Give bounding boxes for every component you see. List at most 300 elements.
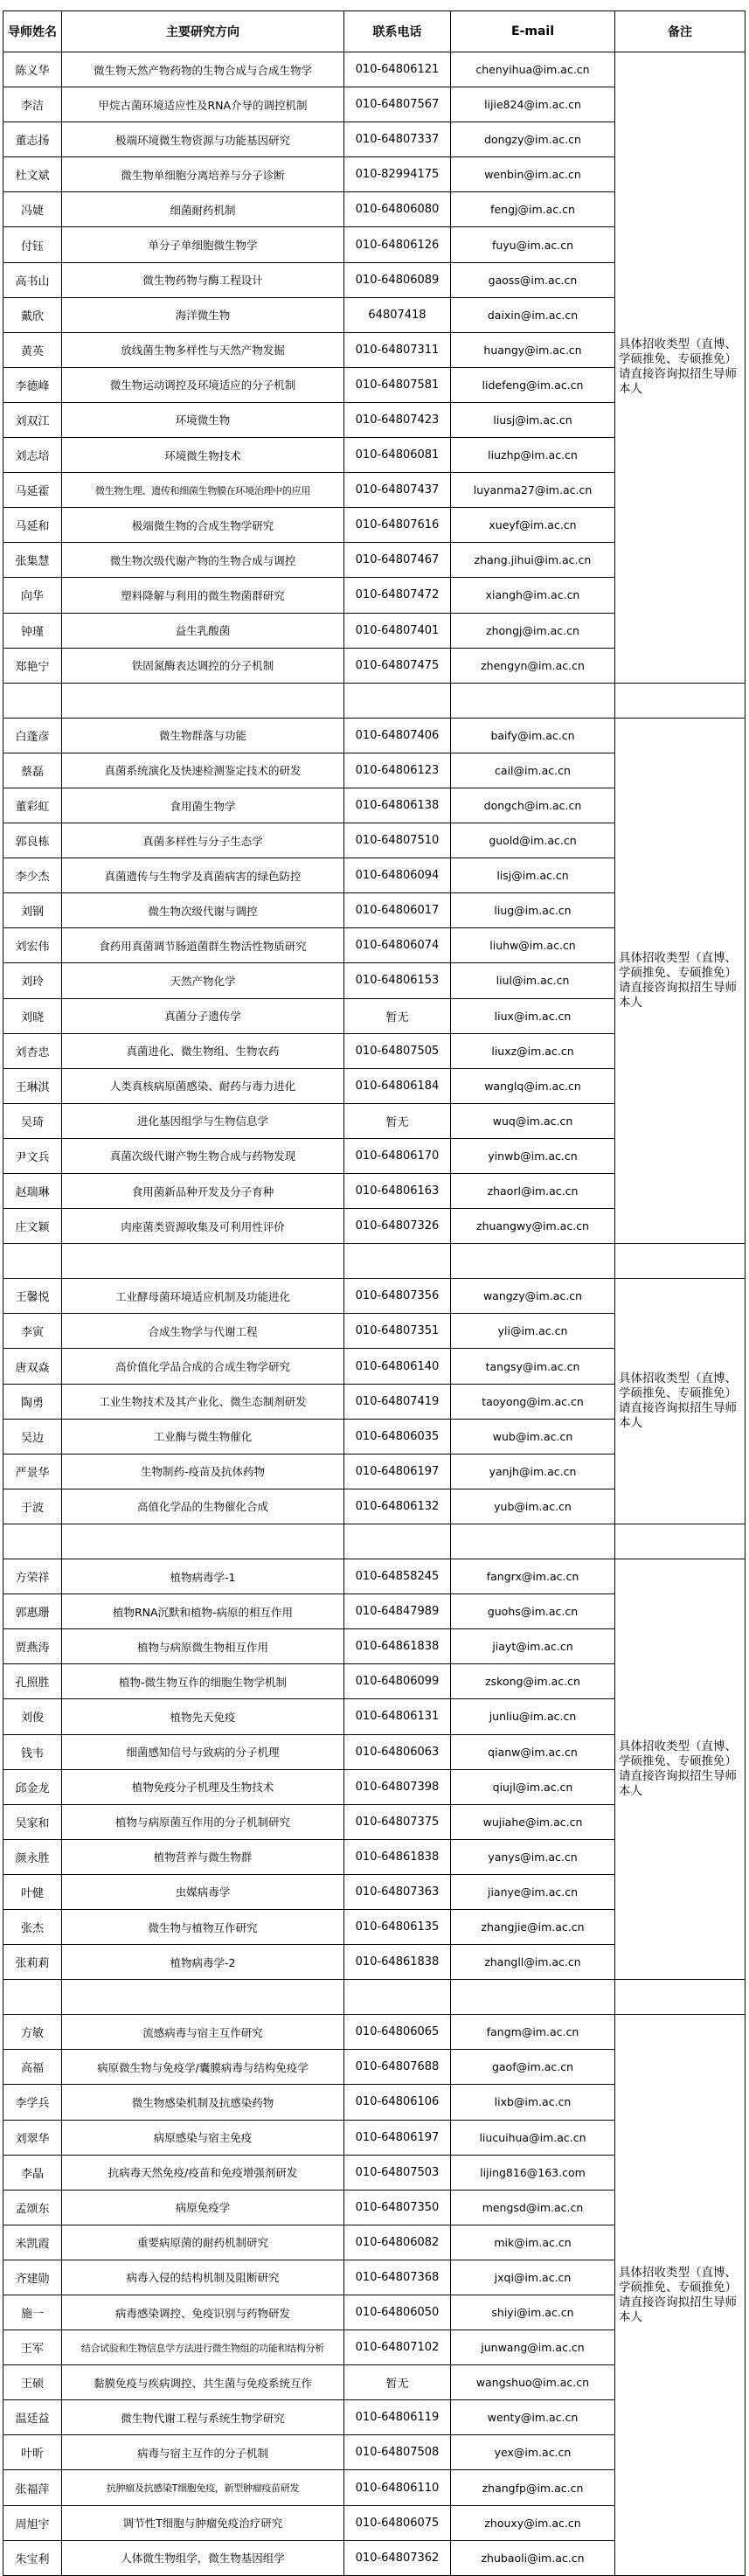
advisor-name: 钟瑾: [3, 613, 62, 648]
research-direction: 微生物单细胞分离培养与分子诊断: [62, 157, 344, 192]
email: liucuihua@im.ac.cn: [451, 2120, 615, 2155]
advisor-name: 向华: [3, 578, 62, 613]
phone: 010-64807398: [344, 1769, 451, 1804]
advisor-name: 方荣祥: [3, 1559, 62, 1594]
advisor-name: 刘双江: [3, 402, 62, 437]
email: fuyu@im.ac.cn: [451, 227, 615, 262]
research-direction: 微生物次级代谢产物的生物合成与调控: [62, 543, 344, 578]
header-name: 导师姓名: [3, 11, 62, 52]
phone: 010-64807351: [344, 1314, 451, 1349]
phone: 010-64806110: [344, 2470, 451, 2505]
research-direction: 真菌系统演化及快速检测鉴定技术的研发: [62, 753, 344, 788]
research-direction: 抗病毒天然免疫/疫苗和免疫增强剂研发: [62, 2155, 344, 2190]
empty-cell: [62, 1980, 344, 2015]
note-cell: 具体招收类型（直博、学硕推免、专硕推免）请直接咨询拟招生导师本人: [615, 1559, 746, 1980]
advisor-name: 高书山: [3, 262, 62, 297]
email: zhangfp@im.ac.cn: [451, 2470, 615, 2505]
email: mengsd@im.ac.cn: [451, 2190, 615, 2225]
research-direction: 食用菌生物学: [62, 788, 344, 823]
phone: 010-64806017: [344, 893, 451, 928]
phone: 010-64807363: [344, 1874, 451, 1909]
research-direction: 植物RNA沉默和植物-病原的相互作用: [62, 1594, 344, 1629]
email: zhengyn@im.ac.cn: [451, 648, 615, 683]
phone: 010-64807616: [344, 508, 451, 543]
phone: 010-64807503: [344, 2155, 451, 2190]
advisor-name: 刘宏伟: [3, 928, 62, 963]
advisor-name: 刘杏忠: [3, 1033, 62, 1068]
phone: 010-64806163: [344, 1174, 451, 1209]
advisor-name: 叶健: [3, 1874, 62, 1909]
phone: 010-64806099: [344, 1664, 451, 1699]
header-note: 备注: [615, 11, 746, 52]
advisor-name: 王馨悦: [3, 1279, 62, 1314]
advisor-name: 朱宝利: [3, 2540, 62, 2575]
separator-row: [3, 1980, 746, 2015]
email: taoyong@im.ac.cn: [451, 1384, 615, 1419]
email: fangm@im.ac.cn: [451, 2015, 615, 2050]
email: guold@im.ac.cn: [451, 823, 615, 858]
research-direction: 结合试验和生物信息学方法进行微生物组的功能和结构分析: [62, 2330, 344, 2365]
research-direction: 甲烷古菌环境适应性及RNA介导的调控机制: [62, 87, 344, 122]
email: yanys@im.ac.cn: [451, 1839, 615, 1874]
empty-cell: [62, 683, 344, 718]
advisor-name: 张杰: [3, 1909, 62, 1944]
email: junliu@im.ac.cn: [451, 1699, 615, 1734]
email: liul@im.ac.cn: [451, 963, 615, 998]
email: wangshuo@im.ac.cn: [451, 2365, 615, 2400]
advisor-name: 尹文兵: [3, 1138, 62, 1173]
table-body: [3, 52, 746, 2576]
advisor-name: 颜永胜: [3, 1839, 62, 1874]
note-cell: 具体招收类型（直博、学硕推免、专硕推免）请直接咨询拟招生导师本人: [615, 1279, 746, 1524]
advisor-name: 冯婕: [3, 192, 62, 227]
research-direction: 塑料降解与利用的微生物菌群研究: [62, 578, 344, 613]
email: liuzhp@im.ac.cn: [451, 438, 615, 473]
email: liuxz@im.ac.cn: [451, 1033, 615, 1068]
email: liusj@im.ac.cn: [451, 402, 615, 437]
empty-cell: [615, 1980, 746, 2015]
research-direction: 工业酵母菌环境适应机制及功能进化: [62, 1279, 344, 1314]
research-direction: 细菌感知信号与致病的分子机理: [62, 1734, 344, 1769]
separator-row: [3, 683, 746, 718]
advisor-table: [3, 10, 746, 2576]
advisor-name: 张集慧: [3, 543, 62, 578]
advisor-name: 李少杰: [3, 858, 62, 893]
phone: 010-64807437: [344, 473, 451, 508]
email: lixb@im.ac.cn: [451, 2085, 615, 2120]
advisor-name: 张福萍: [3, 2470, 62, 2505]
phone: 010-64806080: [344, 192, 451, 227]
phone: 010-64806123: [344, 753, 451, 788]
research-direction: 极端环境微生物资源与功能基因研究: [62, 122, 344, 157]
empty-cell: [3, 1980, 62, 2015]
email: liux@im.ac.cn: [451, 998, 615, 1033]
empty-cell: [344, 683, 451, 718]
research-direction: 真菌多样性与分子生态学: [62, 823, 344, 858]
advisor-name: 唐双焱: [3, 1349, 62, 1384]
email: wub@im.ac.cn: [451, 1419, 615, 1454]
phone: 010-64806153: [344, 963, 451, 998]
email: lisj@im.ac.cn: [451, 858, 615, 893]
table-row: [3, 718, 746, 753]
phone: 010-64806135: [344, 1909, 451, 1944]
phone: 010-64847989: [344, 1594, 451, 1629]
empty-cell: [344, 1980, 451, 2015]
research-direction: 微生物代谢工程与系统生物学研究: [62, 2400, 344, 2435]
advisor-name: 李寅: [3, 1314, 62, 1349]
research-direction: 铁固氮酶表达调控的分子机制: [62, 648, 344, 683]
empty-cell: [615, 683, 746, 718]
email: qianw@im.ac.cn: [451, 1734, 615, 1769]
email: yli@im.ac.cn: [451, 1314, 615, 1349]
advisor-name: 齐建勋: [3, 2260, 62, 2295]
advisor-name: 马延霍: [3, 473, 62, 508]
phone: 010-64807581: [344, 367, 451, 402]
research-direction: 真菌分子遗传学: [62, 998, 344, 1033]
note-cell: 具体招收类型（直博、学硕推免、专硕推免）请直接咨询拟招生导师本人: [615, 52, 746, 684]
phone: 010-64807508: [344, 2435, 451, 2470]
advisor-name: 孟颂东: [3, 2190, 62, 2225]
phone: 010-64806184: [344, 1068, 451, 1103]
advisor-name: 邱金龙: [3, 1769, 62, 1804]
separator-row: [3, 1244, 746, 1279]
research-direction: 环境微生物技术: [62, 438, 344, 473]
table-row: [3, 1279, 746, 1314]
email: liug@im.ac.cn: [451, 893, 615, 928]
phone: 010-64806094: [344, 858, 451, 893]
advisor-name: 郭良栋: [3, 823, 62, 858]
phone: 010-82994175: [344, 157, 451, 192]
research-direction: 微生物次级代谢与调控: [62, 893, 344, 928]
advisor-name: 蔡磊: [3, 753, 62, 788]
phone: 010-64806132: [344, 1489, 451, 1524]
research-direction: 微生物群落与功能: [62, 718, 344, 753]
email: mik@im.ac.cn: [451, 2225, 615, 2260]
advisor-name: 陶勇: [3, 1384, 62, 1419]
research-direction: 植物免疫分子机理及生物技术: [62, 1769, 344, 1804]
empty-cell: [451, 1980, 615, 2015]
advisor-name: 李德峰: [3, 367, 62, 402]
email: chenyihua@im.ac.cn: [451, 52, 615, 87]
phone: 010-64807505: [344, 1033, 451, 1068]
phone: 010-64807423: [344, 402, 451, 437]
research-direction: 进化基因组学与生物信息学: [62, 1103, 344, 1138]
note-cell: 具体招收类型（直博、学硕推免、专硕推免）请直接咨询拟招生导师本人: [615, 718, 746, 1243]
research-direction: 人类真核病原菌感染、耐药与毒力进化: [62, 1068, 344, 1103]
advisor-name: 赵瑞琳: [3, 1174, 62, 1209]
advisor-name: 刘俊: [3, 1699, 62, 1734]
research-direction: 病原免疫学: [62, 2190, 344, 2225]
advisor-name: 于波: [3, 1489, 62, 1524]
advisor-name: 钱韦: [3, 1734, 62, 1769]
email: yanjh@im.ac.cn: [451, 1454, 615, 1489]
email: zhongj@im.ac.cn: [451, 613, 615, 648]
table-row: [3, 52, 746, 87]
empty-cell: [344, 1244, 451, 1279]
empty-cell: [615, 1244, 746, 1279]
research-direction: 微生物运动调控及环境适应的分子机制: [62, 367, 344, 402]
phone: 010-64806089: [344, 262, 451, 297]
note-cell: 具体招收类型（直博、学硕推免、专硕推免）请直接咨询拟招生导师本人: [615, 2015, 746, 2576]
empty-cell: [3, 1524, 62, 1559]
research-direction: 植物病毒学-1: [62, 1559, 344, 1594]
advisor-name: 孔照胜: [3, 1664, 62, 1699]
email: yinwb@im.ac.cn: [451, 1138, 615, 1173]
advisor-name: 严景华: [3, 1454, 62, 1489]
email: zhaorl@im.ac.cn: [451, 1174, 615, 1209]
email: huangy@im.ac.cn: [451, 332, 615, 367]
research-direction: 微生物药物与酶工程设计: [62, 262, 344, 297]
advisor-name: 王硕: [3, 2365, 62, 2400]
email: yex@im.ac.cn: [451, 2435, 615, 2470]
advisor-name: 王琳淇: [3, 1068, 62, 1103]
research-direction: 海洋微生物: [62, 297, 344, 332]
research-direction: 植物-微生物互作的细胞生物学机制: [62, 1664, 344, 1699]
advisor-name: 周旭宇: [3, 2505, 62, 2540]
advisor-name: 王军: [3, 2330, 62, 2365]
advisor-name: 董志扬: [3, 122, 62, 157]
phone: 010-64807102: [344, 2330, 451, 2365]
email: tangsy@im.ac.cn: [451, 1349, 615, 1384]
advisor-name: 贾燕涛: [3, 1629, 62, 1664]
phone: 010-64806197: [344, 1454, 451, 1489]
research-direction: 病毒与宿主互作的分子机制: [62, 2435, 344, 2470]
phone: 64807418: [344, 297, 451, 332]
research-direction: 益生乳酸菌: [62, 613, 344, 648]
research-direction: 极端微生物的合成生物学研究: [62, 508, 344, 543]
phone: 010-64861838: [344, 1629, 451, 1664]
research-direction: 人体微生物组学，微生物基因组学: [62, 2540, 344, 2575]
advisor-name: 吴家和: [3, 1804, 62, 1839]
email: yub@im.ac.cn: [451, 1489, 615, 1524]
phone: 010-64807356: [344, 1279, 451, 1314]
phone: 010-64807406: [344, 718, 451, 753]
email: dongzy@im.ac.cn: [451, 122, 615, 157]
advisor-name: 杜文斌: [3, 157, 62, 192]
research-direction: 植物营养与微生物群: [62, 1839, 344, 1874]
email: guohs@im.ac.cn: [451, 1594, 615, 1629]
phone: 010-64807510: [344, 823, 451, 858]
advisor-name: 白蓬彦: [3, 718, 62, 753]
empty-cell: [451, 1524, 615, 1559]
phone: 010-64806131: [344, 1699, 451, 1734]
research-direction: 细菌耐药机制: [62, 192, 344, 227]
research-direction: 植物先天免疫: [62, 1699, 344, 1734]
email: luyanma27@im.ac.cn: [451, 473, 615, 508]
advisor-name: 刘翠华: [3, 2120, 62, 2155]
phone: 010-64806126: [344, 227, 451, 262]
research-direction: 放线菌生物多样性与天然产物发掘: [62, 332, 344, 367]
phone: 010-64806140: [344, 1349, 451, 1384]
research-direction: 微生物生理、遗传和细菌生物膜在环境治理中的应用: [62, 473, 344, 508]
empty-cell: [615, 1524, 746, 1559]
email: fangrx@im.ac.cn: [451, 1559, 615, 1594]
advisor-name: 刘志培: [3, 438, 62, 473]
advisor-name: 吴边: [3, 1419, 62, 1454]
separator-row: [3, 1524, 746, 1559]
phone: 暂无: [344, 998, 451, 1033]
advisor-name: 叶昕: [3, 2435, 62, 2470]
advisor-name: 刘玲: [3, 963, 62, 998]
phone: 010-64806106: [344, 2085, 451, 2120]
research-direction: 真菌次级代谢产物生物合成与药物发现: [62, 1138, 344, 1173]
email: lijie824@im.ac.cn: [451, 87, 615, 122]
research-direction: 合成生物学与代谢工程: [62, 1314, 344, 1349]
phone: 010-64807362: [344, 2540, 451, 2575]
phone: 010-64807475: [344, 648, 451, 683]
phone: 暂无: [344, 2365, 451, 2400]
advisor-name: 李学兵: [3, 2085, 62, 2120]
research-direction: 植物病毒学-2: [62, 1945, 344, 1980]
phone: 010-64806119: [344, 2400, 451, 2435]
research-direction: 虫媒病毒学: [62, 1874, 344, 1909]
email: zskong@im.ac.cn: [451, 1664, 615, 1699]
empty-cell: [3, 1244, 62, 1279]
email: xueyf@im.ac.cn: [451, 508, 615, 543]
phone: 010-64807688: [344, 2050, 451, 2085]
advisor-name: 高福: [3, 2050, 62, 2085]
email: junwang@im.ac.cn: [451, 2330, 615, 2365]
research-direction: 食药用真菌调节肠道菌群生物活性物质研究: [62, 928, 344, 963]
advisor-name: 刘钢: [3, 893, 62, 928]
email: daixin@im.ac.cn: [451, 297, 615, 332]
table-row: [3, 2015, 746, 2050]
research-direction: 微生物天然产物药物的生物合成与合成生物学: [62, 52, 344, 87]
research-direction: 植物与病原菌互作用的分子机制研究: [62, 1804, 344, 1839]
research-direction: 环境微生物: [62, 402, 344, 437]
email: lijing816@163.com: [451, 2155, 615, 2190]
email: jxqi@im.ac.cn: [451, 2260, 615, 2295]
email: zhuangwy@im.ac.cn: [451, 1209, 615, 1244]
phone: 010-64807326: [344, 1209, 451, 1244]
advisor-name: 刘晓: [3, 998, 62, 1033]
research-direction: 微生物感染机制及抗感染药物: [62, 2085, 344, 2120]
empty-cell: [3, 683, 62, 718]
advisor-name: 庄文颖: [3, 1209, 62, 1244]
phone: 010-64807472: [344, 578, 451, 613]
email: wangzy@im.ac.cn: [451, 1279, 615, 1314]
research-direction: 植物与病原微生物相互作用: [62, 1629, 344, 1664]
advisor-name: 李晶: [3, 2155, 62, 2190]
phone: 010-64858245: [344, 1559, 451, 1594]
phone: 010-64807311: [344, 332, 451, 367]
email: gaof@im.ac.cn: [451, 2050, 615, 2085]
email: lidefeng@im.ac.cn: [451, 367, 615, 402]
email: zhouxy@im.ac.cn: [451, 2505, 615, 2540]
research-direction: 病原微生物与免疫学/囊膜病毒与结构免疫学: [62, 2050, 344, 2085]
research-direction: 病毒入侵的结构机制及阻断研究: [62, 2260, 344, 2295]
email: wujiahe@im.ac.cn: [451, 1804, 615, 1839]
phone: 暂无: [344, 1103, 451, 1138]
phone: 010-64807375: [344, 1804, 451, 1839]
phone: 010-64807368: [344, 2260, 451, 2295]
phone: 010-64807467: [344, 543, 451, 578]
research-direction: 高价值化学品合成的合成生物学研究: [62, 1349, 344, 1384]
email: fengj@im.ac.cn: [451, 192, 615, 227]
email: zhangll@im.ac.cn: [451, 1945, 615, 1980]
phone: 010-64806081: [344, 438, 451, 473]
research-direction: 流感病毒与宿主互作研究: [62, 2015, 344, 2050]
header-direction: 主要研究方向: [62, 11, 344, 52]
email: cail@im.ac.cn: [451, 753, 615, 788]
email: xiangh@im.ac.cn: [451, 578, 615, 613]
advisor-name: 马延和: [3, 508, 62, 543]
phone: 010-64806170: [344, 1138, 451, 1173]
header-row: [3, 11, 746, 52]
research-direction: 黏膜免疫与疾病调控、共生菌与免疫系统互作: [62, 2365, 344, 2400]
phone: 010-64806074: [344, 928, 451, 963]
research-direction: 工业生物技术及其产业化、微生态制剂研发: [62, 1384, 344, 1419]
advisor-name: 张莉莉: [3, 1945, 62, 1980]
research-direction: 天然产物化学: [62, 963, 344, 998]
advisor-name: 郑艳宁: [3, 648, 62, 683]
email: zhubaoli@im.ac.cn: [451, 2540, 615, 2575]
email: shiyi@im.ac.cn: [451, 2295, 615, 2330]
phone: 010-64807337: [344, 122, 451, 157]
email: jianye@im.ac.cn: [451, 1874, 615, 1909]
research-direction: 生物制药-疫苗及抗体药物: [62, 1454, 344, 1489]
research-direction: 工业酶与微生物催化: [62, 1419, 344, 1454]
phone: 010-64861838: [344, 1839, 451, 1874]
research-direction: 病毒感染调控、免疫识别与药物研发: [62, 2295, 344, 2330]
advisor-name: 李洁: [3, 87, 62, 122]
advisor-name: 方敏: [3, 2015, 62, 2050]
empty-cell: [62, 1524, 344, 1559]
advisor-name: 付钰: [3, 227, 62, 262]
advisor-name: 陈义华: [3, 52, 62, 87]
phone: 010-64806065: [344, 2015, 451, 2050]
phone: 010-64807401: [344, 613, 451, 648]
research-direction: 真菌进化、微生物组、生物农药: [62, 1033, 344, 1068]
header-phone: 联系电话: [344, 11, 451, 52]
research-direction: 肉座菌类资源收集及可利用性评价: [62, 1209, 344, 1244]
empty-cell: [451, 683, 615, 718]
phone: 010-64807419: [344, 1384, 451, 1419]
research-direction: 病原感染与宿主免疫: [62, 2120, 344, 2155]
table-row: [3, 1559, 746, 1594]
email: zhangjie@im.ac.cn: [451, 1909, 615, 1944]
phone: 010-64806075: [344, 2505, 451, 2540]
research-direction: 调节性T细胞与肿瘤免疫治疗研究: [62, 2505, 344, 2540]
phone: 010-64806138: [344, 788, 451, 823]
email: wenbin@im.ac.cn: [451, 157, 615, 192]
advisor-name: 戴欣: [3, 297, 62, 332]
phone: 010-64807350: [344, 2190, 451, 2225]
phone: 010-64806082: [344, 2225, 451, 2260]
email: wuq@im.ac.cn: [451, 1103, 615, 1138]
advisor-name: 吴琦: [3, 1103, 62, 1138]
research-direction: 真菌遗传与生物学及真菌病害的绿色防控: [62, 858, 344, 893]
email: qiujl@im.ac.cn: [451, 1769, 615, 1804]
research-direction: 食用菌新品种开发及分子育种: [62, 1174, 344, 1209]
email: liuhw@im.ac.cn: [451, 928, 615, 963]
advisor-name: 施一: [3, 2295, 62, 2330]
phone: 010-64806063: [344, 1734, 451, 1769]
phone: 010-64807567: [344, 87, 451, 122]
research-direction: 单分子单细胞微生物学: [62, 227, 344, 262]
phone: 010-64806035: [344, 1419, 451, 1454]
email: wanglq@im.ac.cn: [451, 1068, 615, 1103]
phone: 010-64806050: [344, 2295, 451, 2330]
advisor-name: 黄英: [3, 332, 62, 367]
email: jiayt@im.ac.cn: [451, 1629, 615, 1664]
email: wenty@im.ac.cn: [451, 2400, 615, 2435]
research-direction: 重要病原菌的耐药机制研究: [62, 2225, 344, 2260]
empty-cell: [344, 1524, 451, 1559]
advisor-name: 米凯霞: [3, 2225, 62, 2260]
empty-cell: [451, 1244, 615, 1279]
phone: 010-64806121: [344, 52, 451, 87]
